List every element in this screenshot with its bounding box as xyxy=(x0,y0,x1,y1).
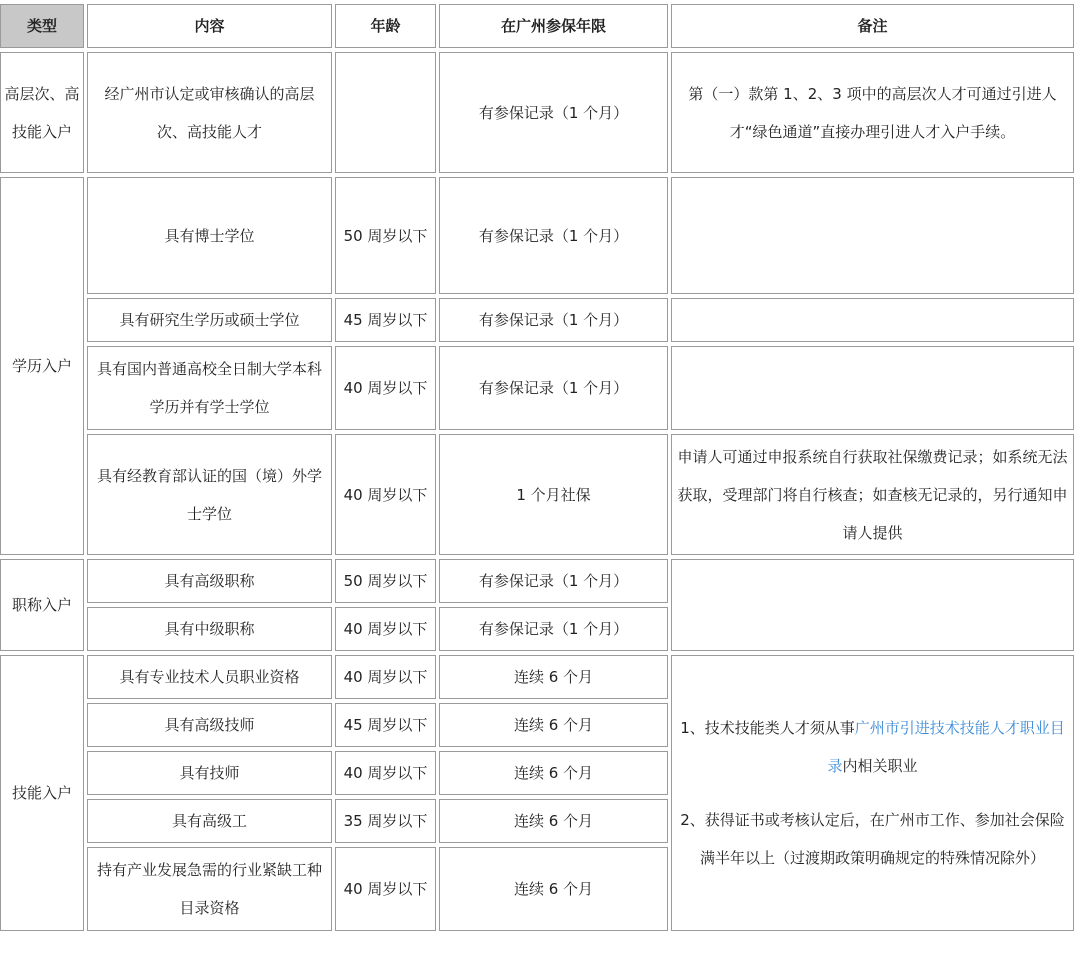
insurance-cell: 连续 6 个月 xyxy=(439,751,668,795)
content-cell: 具有博士学位 xyxy=(87,177,332,294)
skill-remark-prefix: 1、技术技能类人才须从事 xyxy=(680,719,855,737)
header-type: 类型 xyxy=(0,4,84,48)
age-cell: 40 周岁以下 xyxy=(335,607,436,651)
insurance-cell: 有参保记录（1 个月） xyxy=(439,346,668,430)
type-cell-high: 高层次、高技能入户 xyxy=(0,52,84,173)
remark-cell: 申请人可通过申报系统自行获取社保缴费记录；如系统无法获取，受理部门将自行核查；如查核无记录的，另行通知申请人提供 xyxy=(671,434,1074,555)
insurance-cell: 连续 6 个月 xyxy=(439,703,668,747)
insurance-cell: 连续 6 个月 xyxy=(439,655,668,699)
remark-cell: 第（一）款第 1、2、3 项中的高层次人才可通过引进人才“绿色通道”直接办理引进人才入户手续。 xyxy=(671,52,1074,173)
insurance-cell: 有参保记录（1 个月） xyxy=(439,52,668,173)
age-cell xyxy=(335,52,436,173)
content-cell: 经广州市认定或审核确认的高层次、高技能人才 xyxy=(87,52,332,173)
age-cell: 40 周岁以下 xyxy=(335,751,436,795)
table-row xyxy=(0,346,1074,430)
remark-cell-skill xyxy=(671,655,1074,931)
content-cell: 持有产业发展急需的行业紧缺工种目录资格 xyxy=(87,847,332,931)
insurance-cell: 连续 6 个月 xyxy=(439,799,668,843)
content-cell: 具有高级职称 xyxy=(87,559,332,603)
content-cell: 具有研究生学历或硕士学位 xyxy=(87,298,332,342)
insurance-cell: 有参保记录（1 个月） xyxy=(439,177,668,294)
insurance-cell: 有参保记录（1 个月） xyxy=(439,298,668,342)
skill-remark-suffix: 内相关职业 xyxy=(842,757,918,775)
content-cell: 具有国内普通高校全日制大学本科学历并有学士学位 xyxy=(87,346,332,430)
table-row xyxy=(0,434,1074,555)
remark-cell xyxy=(671,559,1074,651)
skill-remark-line2: 2、获得证书或考核认定后，在广州市工作、参加社会保险满半年以上（过渡期政策明确规定的特殊情况除外） xyxy=(680,811,1065,867)
insurance-cell: 连续 6 个月 xyxy=(439,847,668,931)
age-cell: 40 周岁以下 xyxy=(335,655,436,699)
table-row xyxy=(0,559,1074,603)
occupation-catalog-link[interactable]: 广州市引进技术技能人才职业目录 xyxy=(827,719,1065,775)
skill-remark-line1 xyxy=(674,709,1071,785)
type-cell-title: 职称入户 xyxy=(0,559,84,651)
remark-cell xyxy=(671,298,1074,342)
age-cell: 45 周岁以下 xyxy=(335,298,436,342)
age-cell: 45 周岁以下 xyxy=(335,703,436,747)
content-cell: 具有技师 xyxy=(87,751,332,795)
age-cell: 50 周岁以下 xyxy=(335,177,436,294)
age-cell: 50 周岁以下 xyxy=(335,559,436,603)
header-age: 年龄 xyxy=(335,4,436,48)
content-cell: 具有经教育部认证的国（境）外学士学位 xyxy=(87,434,332,555)
table-header-row xyxy=(0,4,1074,48)
header-remark: 备注 xyxy=(671,4,1074,48)
insurance-cell: 有参保记录（1 个月） xyxy=(439,607,668,651)
content-cell: 具有专业技术人员职业资格 xyxy=(87,655,332,699)
content-cell: 具有高级技师 xyxy=(87,703,332,747)
age-cell: 40 周岁以下 xyxy=(335,346,436,430)
content-cell: 具有中级职称 xyxy=(87,607,332,651)
table-row xyxy=(0,298,1074,342)
type-cell-edu: 学历入户 xyxy=(0,177,84,555)
insurance-cell: 1 个月社保 xyxy=(439,434,668,555)
remark-cell xyxy=(671,346,1074,430)
age-cell: 40 周岁以下 xyxy=(335,434,436,555)
table-row xyxy=(0,177,1074,294)
type-cell-skill: 技能入户 xyxy=(0,655,84,931)
table-row xyxy=(0,655,1074,699)
remark-cell xyxy=(671,177,1074,294)
age-cell: 40 周岁以下 xyxy=(335,847,436,931)
header-content: 内容 xyxy=(87,4,332,48)
content-cell: 具有高级工 xyxy=(87,799,332,843)
table-row xyxy=(0,52,1074,173)
header-insurance: 在广州参保年限 xyxy=(439,4,668,48)
age-cell: 35 周岁以下 xyxy=(335,799,436,843)
insurance-cell: 有参保记录（1 个月） xyxy=(439,559,668,603)
